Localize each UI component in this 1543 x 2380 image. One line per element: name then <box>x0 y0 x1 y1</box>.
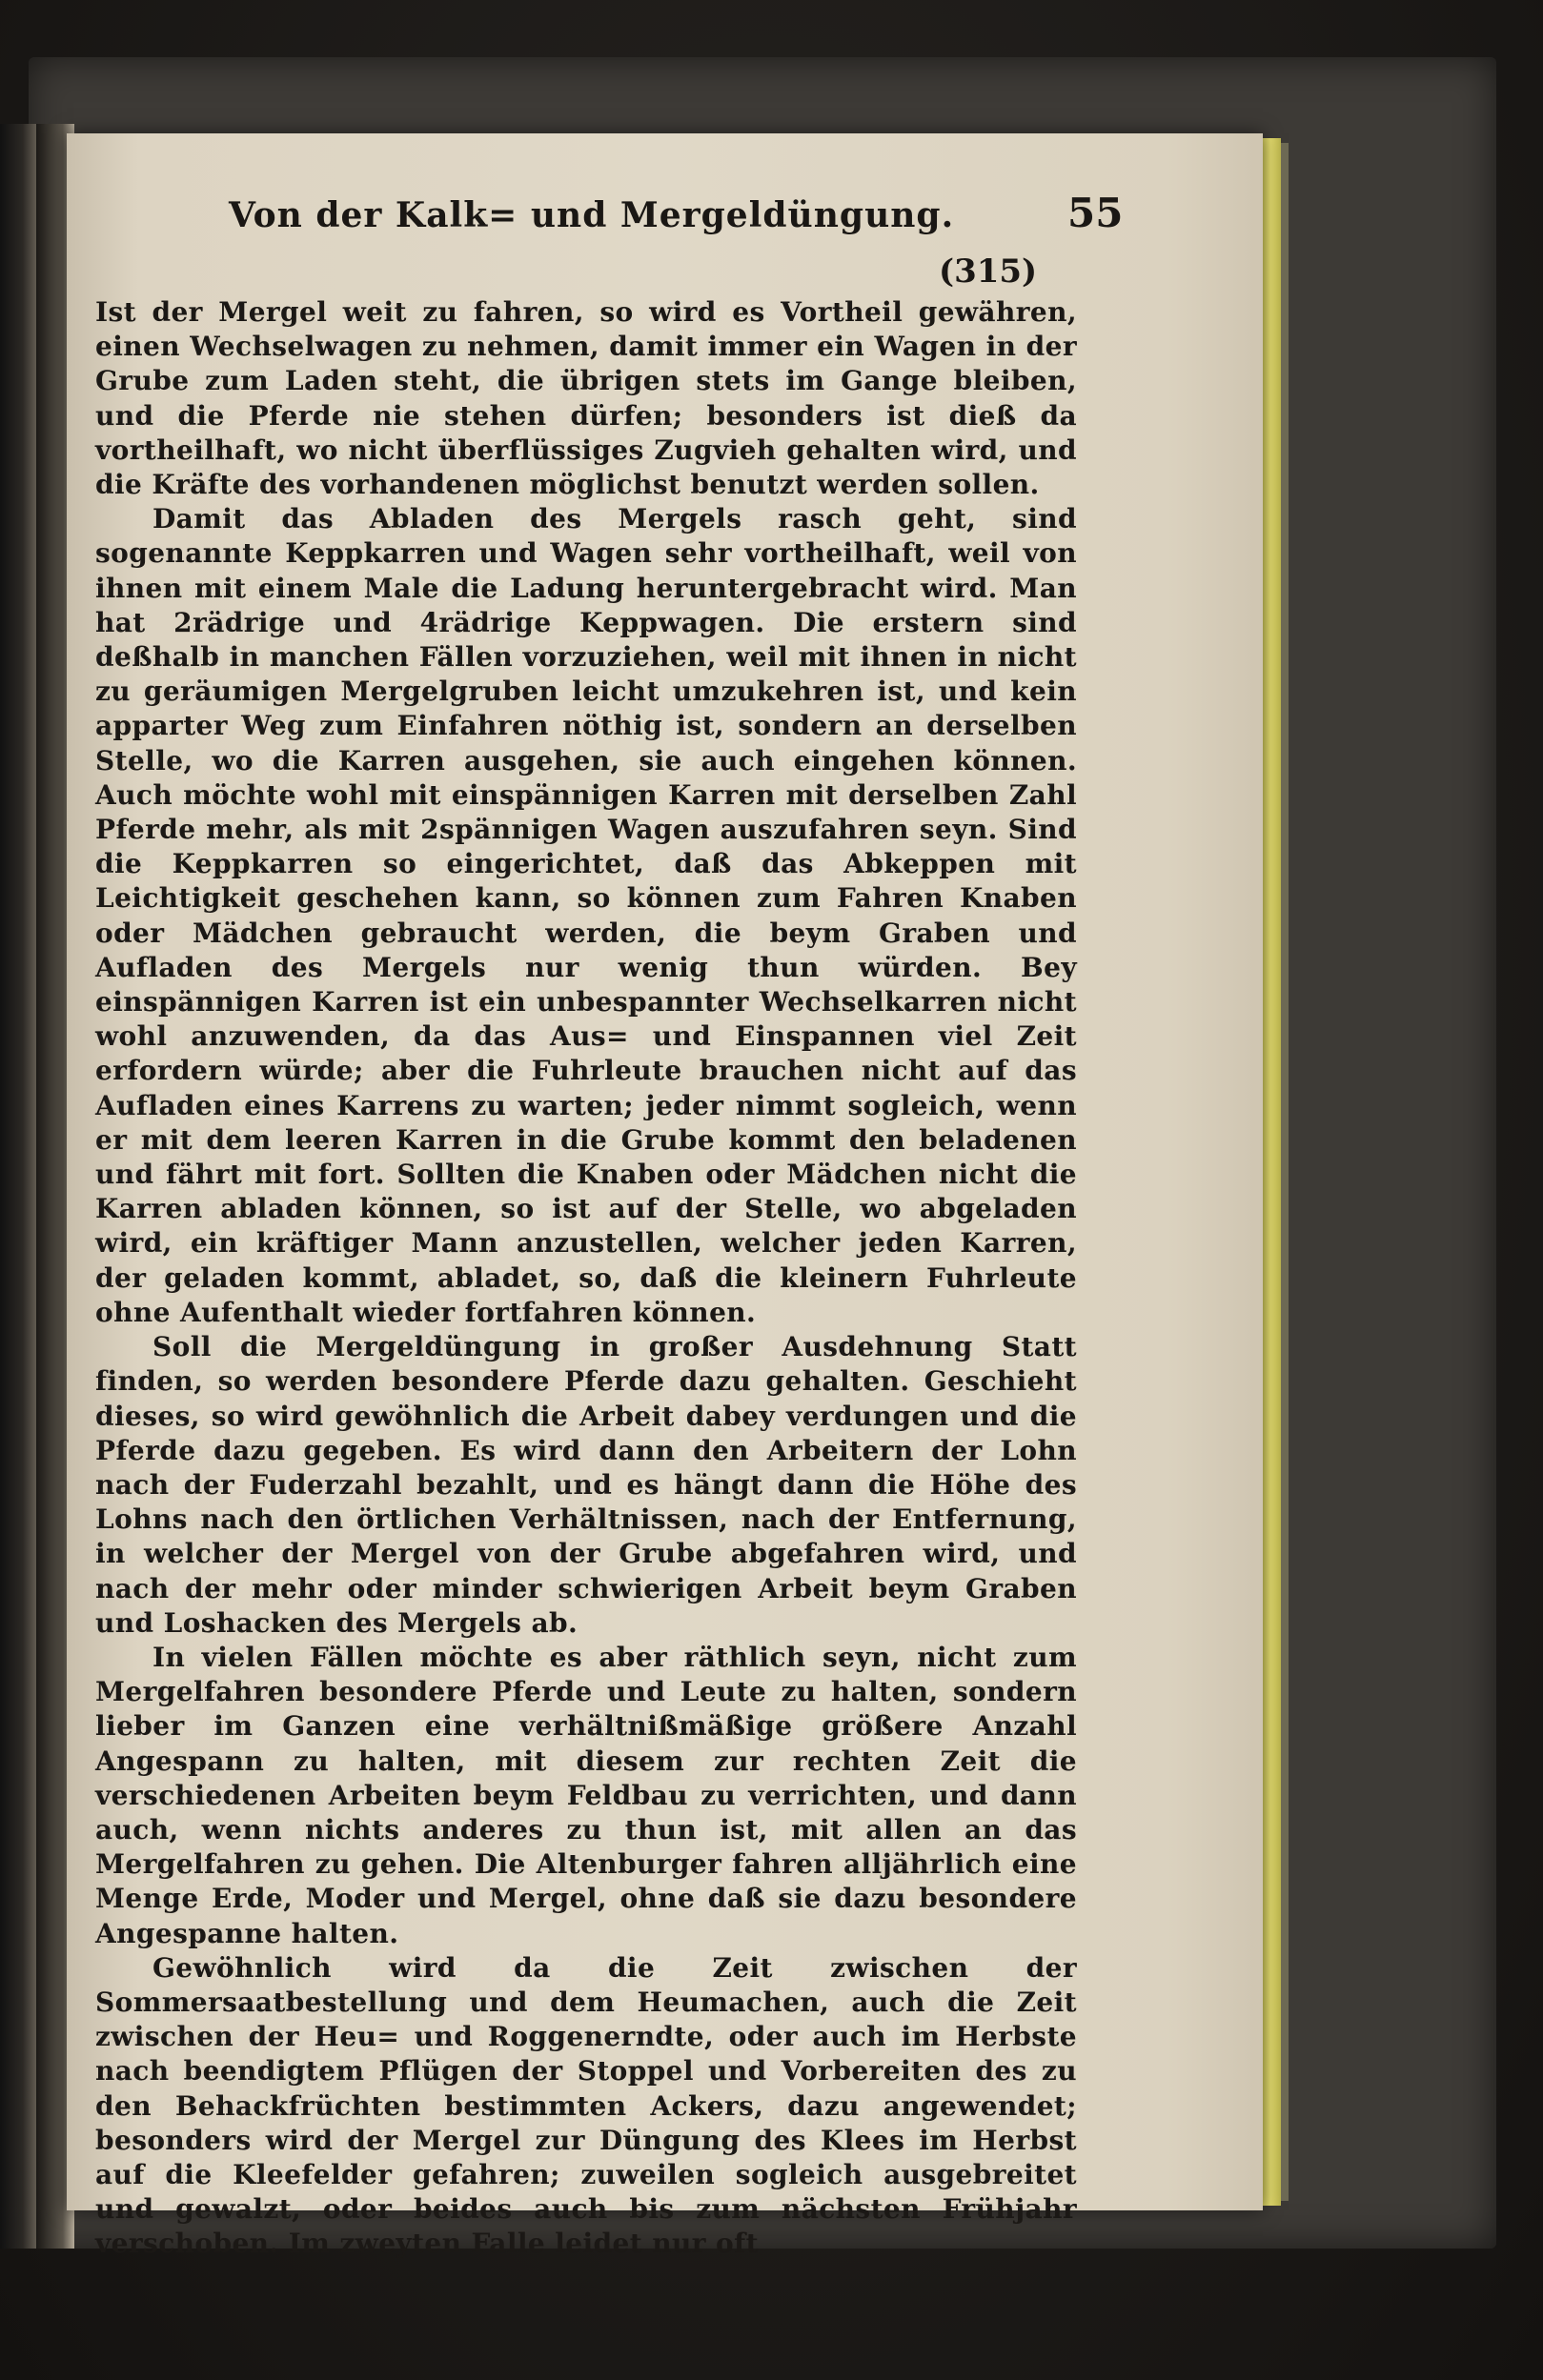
page-number: 55 <box>1067 190 1124 236</box>
body-text <box>95 295 1077 2262</box>
page-edge-yellow <box>1260 138 1281 2206</box>
paragraph-1: Ist der Mergel weit zu fahren, so wird es Vortheil gewähren, einen Wechselwagen zu nehmen, damit immer ein Wagen in der Grube zum Laden steht, die übrigen stets im Gange bleiben, und die Pferde nie stehen dürfen; besonders ist dieß da vortheilhaft, wo nicht überflüssiges Zugvieh gehalten wird, und die Kräfte des vorhandenen möglichst benutzt werden sollen. <box>95 296 1077 501</box>
running-head: Von der Kalk= und Mergeldüngung. <box>229 195 955 235</box>
paragraph-3: Soll die Mergeldüngung in großer Ausdehnung Statt finden, so werden besondere Pferde dazu gehalten. Geschieht dieses, so wird gewöhnlich die Arbeit dabey verdungen und die Pferde dazu gegeben. Es wird dann den Arbeitern der Lohn nach der Fuderzahl bezahlt, und es hängt dann die Höhe des Lohns nach den örtlichen Verhältnissen, nach der Entfernung, in welcher der Mergel von der Grube abgefahren wird, und nach der mehr oder minder schwierigen Arbeit beym Graben und Loshacken des Mergels ab. <box>95 1331 1077 1639</box>
left-page-edge <box>0 124 38 2249</box>
page-edge-shadow <box>1281 143 1289 2201</box>
paragraph-5: Gewöhnlich wird da die Zeit zwischen der Sommersaatbestellung und dem Heumachen, auch die Zeit zwischen der Heu= und Roggenerndte, oder auch im Herbste nach beendigtem Pflügen der Stoppel und Vorbereiten des zu den Behackfrüchten bestimmten Ackers, dazu angewendet; besonders wird der Mergel zur Düngung des Klees im Herbst auf die Kleefelder gefahren; zuweilen sogleich ausgebreitet und gewalzt, oder beides auch bis zum nächsten Frühjahr verschoben. Im zweyten Falle leidet nur oft <box>95 1951 1077 2260</box>
signature-mark: (315) <box>939 252 1038 291</box>
paragraph-4: In vielen Fällen möchte es aber räthlich seyn, nicht zum Mergelfahren besondere Pferde und Leute zu halten, sondern lieber im Ganzen eine verhältnißmäßige größere Anzahl Angespann zu halten, mit diesem zur rechten Zeit die verschiedenen Arbeiten beym Feldbau zu verrichten, und dann auch, wenn nichts anderes zu thun ist, mit allen an das Mergelfahren zu gehen. Die Altenburger fahren alljährlich eine Menge Erde, Moder und Mergel, ohne daß sie dazu besondere Angespanne halten. <box>95 1641 1077 1949</box>
paragraph-2: Damit das Abladen des Mergels rasch geht, sind sogenannte Keppkarren und Wagen sehr vortheilhaft, weil von ihnen mit einem Male die Ladung heruntergebracht wird. Man hat 2rädrige und 4rädrige Keppwagen. Die erstern sind deßhalb in manchen Fällen vorzuziehen, weil mit ihnen in nicht zu geräumigen Mergelgruben leicht umzukehren ist, und kein apparter Weg zum Einfahren nöthig ist, sondern an derselben Stelle, wo die Karren ausgehen, sie auch eingehen können. Auch möchte wohl mit einspännigen Karren mit derselben Zahl Pferde mehr, als mit 2spännigen Wagen auszufahren seyn. Sind die Keppkarren so eingerichtet, daß das Abkeppen mit Leichtigkeit geschehen kann, so können zum Fahren Knaben oder Mädchen gebraucht werden, die beym Graben und Aufladen des Mergels nur wenig thun würden. Bey einspännigen Karren ist ein unbespannter Wechselkarren nicht wohl anzuwenden, da das Aus= und Einspannen viel Zeit erfordern würde; aber die Fuhrleute brauchen nicht auf das Aufladen eines Karrens zu warten; jeder nimmt sogleich, wenn er mit dem leeren Karren in die Grube kommt den beladenen und fährt mit fort. Sollten die Knaben oder Mädchen nicht die Karren abladen können, so ist auf der Stelle, wo abgeladen wird, ein kräftiger Mann anzustellen, welcher jeden Karren, der geladen kommt, abladet, so, daß die kleinern Fuhrleute ohne Aufenthalt wieder fortfahren können. <box>95 503 1077 1328</box>
page-header <box>229 190 1182 252</box>
